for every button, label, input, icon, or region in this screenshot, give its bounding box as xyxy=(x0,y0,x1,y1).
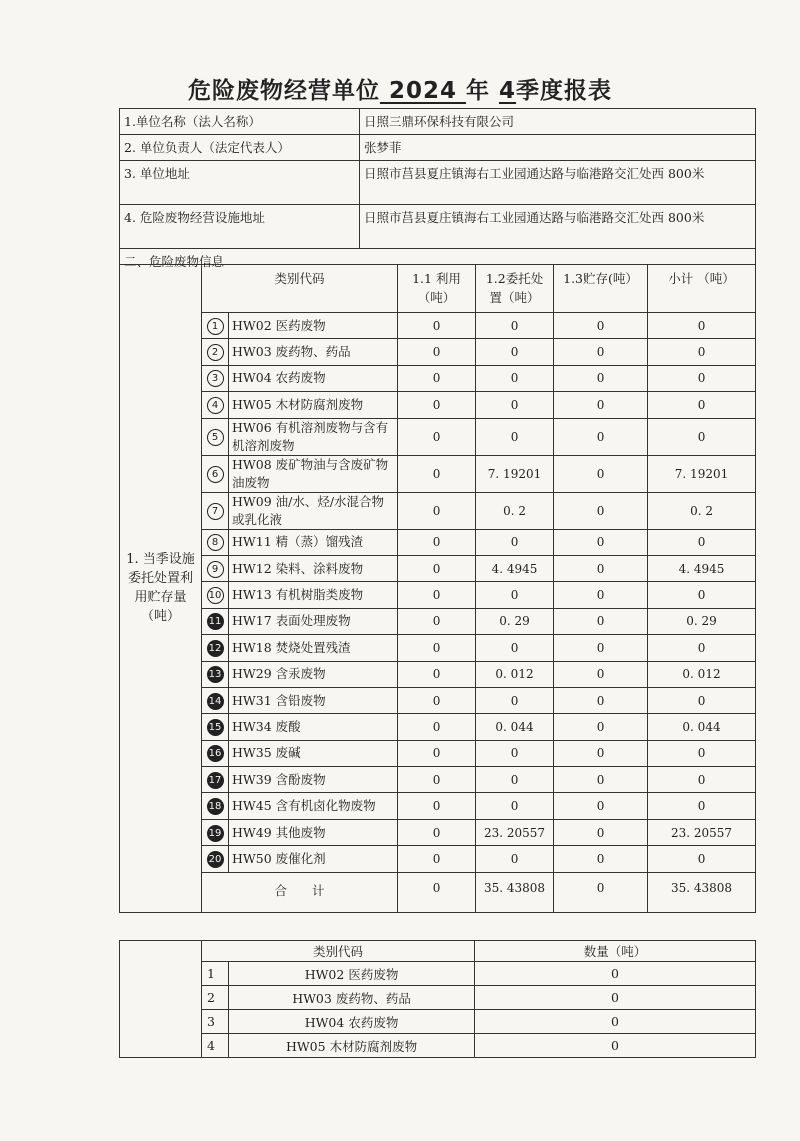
row-number-badge: 13 xyxy=(207,666,224,683)
sub-table-row xyxy=(120,1034,756,1058)
waste-name: HW09 油/水、烃/水混合物或乳化液 xyxy=(229,492,398,529)
use-value: 0 xyxy=(398,365,476,391)
subtotal-value: 0 xyxy=(648,582,756,608)
dispose-value: 0. 012 xyxy=(476,661,554,687)
waste-name: HW06 有机溶剂废物与含有机溶剂废物 xyxy=(229,418,398,455)
use-value: 0 xyxy=(398,582,476,608)
store-value: 0 xyxy=(554,582,648,608)
report-title xyxy=(0,72,800,105)
info-row xyxy=(120,161,756,205)
main-header-row xyxy=(120,265,756,313)
subtotal-value: 0. 012 xyxy=(648,661,756,687)
row-index xyxy=(202,793,229,819)
dispose-value: 0 xyxy=(476,582,554,608)
row-index xyxy=(202,455,229,492)
row-number-badge: 5 xyxy=(207,429,224,446)
waste-name: HW35 废碱 xyxy=(229,740,398,766)
subtotal-value: 4. 4945 xyxy=(648,555,756,581)
row-index xyxy=(202,313,229,339)
dispose-value: 0 xyxy=(476,687,554,713)
waste-name: HW17 表面处理废物 xyxy=(229,608,398,634)
row-number-badge: 16 xyxy=(207,745,224,762)
row-index xyxy=(202,392,229,418)
info-label: 1.单位名称（法人名称） xyxy=(120,109,360,135)
total-use: 0 xyxy=(398,872,476,912)
sub-table-row xyxy=(120,986,756,1010)
subtotal-value: 0 xyxy=(648,313,756,339)
subtotal-value: 0 xyxy=(648,687,756,713)
row-index xyxy=(202,740,229,766)
row-number-badge: 7 xyxy=(207,503,224,520)
row-index xyxy=(202,365,229,391)
total-label: 合 计 xyxy=(202,872,398,912)
title-year: 2024 xyxy=(388,78,457,104)
row-number-badge: 12 xyxy=(207,640,224,657)
use-value: 0 xyxy=(398,555,476,581)
table-row xyxy=(120,740,756,766)
store-value: 0 xyxy=(554,492,648,529)
sub-header-code: 类别代码 xyxy=(202,941,475,962)
title-quarter: 4 xyxy=(499,78,517,104)
row-number-badge: 14 xyxy=(207,693,224,710)
store-value: 0 xyxy=(554,661,648,687)
row-number-badge: 9 xyxy=(207,561,224,578)
table-row xyxy=(120,555,756,581)
row-index xyxy=(202,608,229,634)
row-index xyxy=(202,555,229,581)
waste-sub-table xyxy=(119,940,756,1058)
info-label: 3. 单位地址 xyxy=(120,161,360,205)
row-index xyxy=(202,418,229,455)
row-number-badge: 6 xyxy=(207,466,224,483)
waste-name: HW11 精（蒸）馏残渣 xyxy=(229,529,398,555)
table-row xyxy=(120,455,756,492)
table-row xyxy=(120,819,756,845)
table-row xyxy=(120,608,756,634)
row-index xyxy=(202,714,229,740)
table-row xyxy=(120,365,756,391)
sub-waste-name: HW05 木材防腐剂废物 xyxy=(229,1034,475,1058)
subtotal-value: 0 xyxy=(648,793,756,819)
dispose-value: 7. 19201 xyxy=(476,455,554,492)
dispose-value: 4. 4945 xyxy=(476,555,554,581)
use-value: 0 xyxy=(398,767,476,793)
store-value: 0 xyxy=(554,339,648,365)
waste-name: HW31 含铅废物 xyxy=(229,687,398,713)
row-index xyxy=(202,635,229,661)
subtotal-value: 0 xyxy=(648,767,756,793)
quarterly-storage-label: 1. 当季设施委托处置利用贮存量（吨） xyxy=(120,265,202,913)
use-value: 0 xyxy=(398,846,476,872)
info-row xyxy=(120,205,756,249)
subtotal-value: 0 xyxy=(648,529,756,555)
table-row xyxy=(120,767,756,793)
use-value: 0 xyxy=(398,492,476,529)
dispose-value: 0. 2 xyxy=(476,492,554,529)
unit-info-table xyxy=(119,108,756,274)
waste-name: HW04 农药废物 xyxy=(229,365,398,391)
use-value: 0 xyxy=(398,687,476,713)
waste-name: HW45 含有机卤化物废物 xyxy=(229,793,398,819)
table-row xyxy=(120,418,756,455)
subtotal-value: 0. 2 xyxy=(648,492,756,529)
row-number-badge: 2 xyxy=(207,344,224,361)
store-value: 0 xyxy=(554,365,648,391)
sub-header-row xyxy=(120,941,756,962)
table-row xyxy=(120,793,756,819)
sub-qty-value: 0 xyxy=(475,1034,756,1058)
info-value: 日照市莒县夏庄镇海右工业园通达路与临港路交汇处西 800米 xyxy=(360,161,756,205)
row-number-badge: 11 xyxy=(207,613,224,630)
table-row xyxy=(120,339,756,365)
row-index xyxy=(202,529,229,555)
row-number-badge: 3 xyxy=(207,370,224,387)
info-label: 4. 危险废物经营设施地址 xyxy=(120,205,360,249)
dispose-value: 0. 29 xyxy=(476,608,554,634)
use-value: 0 xyxy=(398,714,476,740)
row-number-badge: 18 xyxy=(207,798,224,815)
header-use: 1.1 利用（吨） xyxy=(398,265,476,313)
sub-header-qty: 数量（吨） xyxy=(475,941,756,962)
table-row xyxy=(120,661,756,687)
row-number-badge: 19 xyxy=(207,825,224,842)
sub-left-blank xyxy=(120,941,202,1058)
sub-table-row xyxy=(120,1010,756,1034)
title-suffix: 季度报表 xyxy=(516,78,613,104)
dispose-value: 0 xyxy=(476,418,554,455)
waste-name: HW50 废催化剂 xyxy=(229,846,398,872)
store-value: 0 xyxy=(554,714,648,740)
store-value: 0 xyxy=(554,392,648,418)
use-value: 0 xyxy=(398,661,476,687)
use-value: 0 xyxy=(398,608,476,634)
store-value: 0 xyxy=(554,555,648,581)
waste-name: HW12 染料、涂料废物 xyxy=(229,555,398,581)
row-number-badge: 1 xyxy=(207,318,224,335)
use-value: 0 xyxy=(398,819,476,845)
total-dispose: 35. 43808 xyxy=(476,872,554,912)
row-number-badge: 10 xyxy=(207,587,224,604)
row-index xyxy=(202,767,229,793)
waste-name: HW18 焚烧处置残渣 xyxy=(229,635,398,661)
subtotal-value: 0 xyxy=(648,339,756,365)
dispose-value: 0 xyxy=(476,793,554,819)
use-value: 0 xyxy=(398,418,476,455)
header-subtotal: 小计 （吨） xyxy=(648,265,756,313)
row-number-badge: 17 xyxy=(207,772,224,789)
sub-qty-value: 0 xyxy=(475,1010,756,1034)
subtotal-value: 0 xyxy=(648,846,756,872)
dispose-value: 0 xyxy=(476,392,554,418)
row-index xyxy=(202,339,229,365)
store-value: 0 xyxy=(554,418,648,455)
row-number-badge: 20 xyxy=(207,851,224,868)
subtotal-value: 7. 19201 xyxy=(648,455,756,492)
info-value: 日照三鼎环保科技有限公司 xyxy=(360,109,756,135)
info-row xyxy=(120,109,756,135)
use-value: 0 xyxy=(398,455,476,492)
subtotal-value: 0 xyxy=(648,418,756,455)
sub-waste-name: HW04 农药废物 xyxy=(229,1010,475,1034)
dispose-value: 0 xyxy=(476,635,554,661)
waste-name: HW39 含酚废物 xyxy=(229,767,398,793)
waste-name: HW29 含汞废物 xyxy=(229,661,398,687)
sub-row-index: 1 xyxy=(202,962,229,986)
table-row xyxy=(120,582,756,608)
header-code: 类别代码 xyxy=(202,265,398,313)
use-value: 0 xyxy=(398,339,476,365)
waste-name: HW49 其他废物 xyxy=(229,819,398,845)
info-label: 2. 单位负责人（法定代表人） xyxy=(120,135,360,161)
table-row xyxy=(120,313,756,339)
sub-qty-value: 0 xyxy=(475,986,756,1010)
section-header: 二、危险废物信息 xyxy=(120,249,756,275)
store-value: 0 xyxy=(554,313,648,339)
table-row xyxy=(120,529,756,555)
dispose-value: 0 xyxy=(476,846,554,872)
row-index xyxy=(202,661,229,687)
use-value: 0 xyxy=(398,529,476,555)
row-number-badge: 8 xyxy=(207,534,224,551)
waste-name: HW05 木材防腐剂废物 xyxy=(229,392,398,418)
row-number-badge: 15 xyxy=(207,719,224,736)
subtotal-value: 0 xyxy=(648,365,756,391)
info-value: 张梦菲 xyxy=(360,135,756,161)
sub-row-index: 2 xyxy=(202,986,229,1010)
table-row xyxy=(120,687,756,713)
use-value: 0 xyxy=(398,313,476,339)
store-value: 0 xyxy=(554,635,648,661)
use-value: 0 xyxy=(398,635,476,661)
row-index xyxy=(202,492,229,529)
sub-row-index: 3 xyxy=(202,1010,229,1034)
dispose-value: 0 xyxy=(476,767,554,793)
header-dispose: 1.2委托处置（吨） xyxy=(476,265,554,313)
sub-row-index: 4 xyxy=(202,1034,229,1058)
use-value: 0 xyxy=(398,392,476,418)
waste-name: HW34 废酸 xyxy=(229,714,398,740)
store-value: 0 xyxy=(554,740,648,766)
header-store: 1.3贮存(吨） xyxy=(554,265,648,313)
dispose-value: 0. 044 xyxy=(476,714,554,740)
waste-name: HW03 废药物、药品 xyxy=(229,339,398,365)
store-value: 0 xyxy=(554,767,648,793)
dispose-value: 0 xyxy=(476,740,554,766)
subtotal-value: 23. 20557 xyxy=(648,819,756,845)
row-number-badge: 4 xyxy=(207,397,224,414)
store-value: 0 xyxy=(554,793,648,819)
store-value: 0 xyxy=(554,819,648,845)
waste-name: HW08 废矿物油与含废矿物油废物 xyxy=(229,455,398,492)
store-value: 0 xyxy=(554,846,648,872)
sub-qty-value: 0 xyxy=(475,962,756,986)
subtotal-value: 0 xyxy=(648,635,756,661)
waste-quantity-table xyxy=(119,264,756,913)
table-row xyxy=(120,846,756,872)
use-value: 0 xyxy=(398,793,476,819)
use-value: 0 xyxy=(398,740,476,766)
waste-name: HW02 医药废物 xyxy=(229,313,398,339)
title-year-suffix: 年 xyxy=(466,78,490,104)
row-index xyxy=(202,846,229,872)
sub-waste-name: HW02 医药废物 xyxy=(229,962,475,986)
table-row xyxy=(120,492,756,529)
total-store: 0 xyxy=(554,872,648,912)
store-value: 0 xyxy=(554,687,648,713)
total-subtotal: 35. 43808 xyxy=(648,872,756,912)
info-value: 日照市莒县夏庄镇海右工业园通达路与临港路交汇处西 800米 xyxy=(360,205,756,249)
store-value: 0 xyxy=(554,455,648,492)
table-row xyxy=(120,635,756,661)
store-value: 0 xyxy=(554,608,648,634)
waste-name: HW13 有机树脂类废物 xyxy=(229,582,398,608)
subtotal-value: 0 xyxy=(648,392,756,418)
dispose-value: 0 xyxy=(476,339,554,365)
dispose-value: 23. 20557 xyxy=(476,819,554,845)
title-prefix: 危险废物经营单位 xyxy=(187,78,380,104)
sub-waste-name: HW03 废药物、药品 xyxy=(229,986,475,1010)
dispose-value: 0 xyxy=(476,365,554,391)
dispose-value: 0 xyxy=(476,529,554,555)
row-index xyxy=(202,819,229,845)
table-row xyxy=(120,714,756,740)
total-row xyxy=(120,872,756,912)
subtotal-value: 0 xyxy=(648,740,756,766)
info-row xyxy=(120,135,756,161)
dispose-value: 0 xyxy=(476,313,554,339)
table-row xyxy=(120,392,756,418)
store-value: 0 xyxy=(554,529,648,555)
subtotal-value: 0. 29 xyxy=(648,608,756,634)
sub-table-row xyxy=(120,962,756,986)
row-index xyxy=(202,582,229,608)
subtotal-value: 0. 044 xyxy=(648,714,756,740)
row-index xyxy=(202,687,229,713)
